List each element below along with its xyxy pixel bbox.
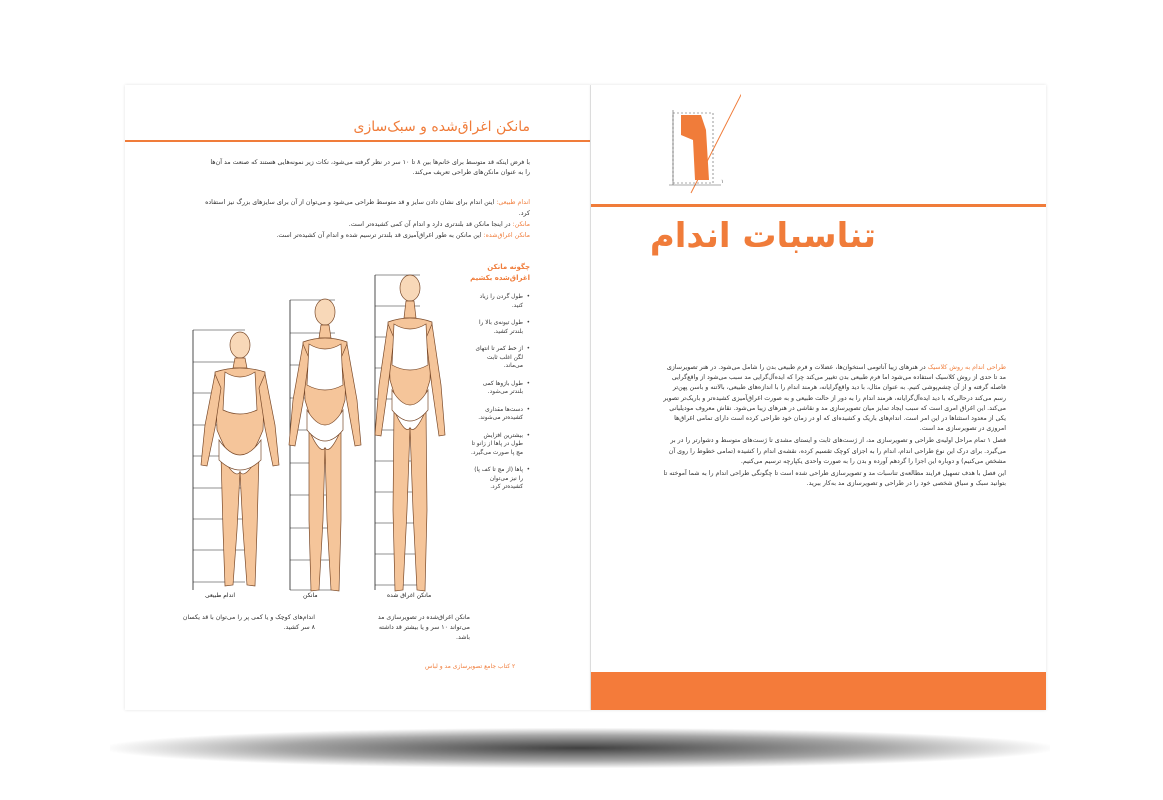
definition-mannequin xyxy=(200,219,530,230)
step-item: • طول تیونه‌ی بالا را بلندتر کشید. xyxy=(470,319,530,336)
book-shadow xyxy=(110,728,1050,768)
left-page xyxy=(125,85,591,710)
definition-term: مانکن: xyxy=(512,221,530,228)
figure-mannequin xyxy=(289,299,361,591)
chapter-title: تناسبات اندام xyxy=(649,216,876,256)
right-page xyxy=(591,85,1046,710)
chapter-number: ۱ xyxy=(721,179,724,185)
intro-paragraph: با فرض اینکه قد متوسط برای خانم‌ها بین ۸ تا ۱۰ سر در نظر گرفته می‌شود، نکات زیر نمونه‌هایی هستند که صنعت مد آن‌ها را به عنوان مانکن‌های طراحی تعریف می‌کند. xyxy=(210,159,530,176)
step-item: • طول بازوها کمی بلندتر می‌شود. xyxy=(470,380,530,397)
definition-natural xyxy=(200,197,530,219)
definition-term: مانکن اغراق‌شده: xyxy=(483,232,530,239)
step-item: • دست‌ها مقداری کشیده‌تر می‌شوند. xyxy=(470,406,530,423)
figure-label-natural: اندام طبیعی xyxy=(205,592,236,599)
step-item: • از خط کمر تا انتهای لگن اغلب ثابت می‌ماند. xyxy=(470,345,530,371)
definition-term: اندام طبیعی: xyxy=(496,199,530,206)
step-item: • بیشترین افزایش طول در پاها از زانو تا مچ پا صورت می‌گیرد. xyxy=(470,432,530,458)
definition-text: این مانکن به طور اغراق‌آمیزی قد بلندتر ترسیم شده و اندام آن کشیده‌تر است. xyxy=(276,232,484,239)
steps-title: چگونه مانکن اغراق‌شده بکشیم xyxy=(470,263,530,282)
body-paragraph: این فصل با هدف تسهیل فرایند مطالعه‌ی تناسبات مد و تصویرسازی طراحی شده است تا چگونگی طراحی اندام را به شما آموخته تا بتوانید سبک و سیاق شخصی خود را در طراحی و تصویرسازی مد به‌کار ببرید. xyxy=(663,470,1006,488)
figure-exaggerated xyxy=(375,275,445,591)
caption-natural: اندام‌های کوچک و یا کمی پر را می‌توان با قد یکسان ۸ سر کشید. xyxy=(182,614,315,631)
proportion-figures-illustration xyxy=(185,260,525,650)
body-paragraph: فصل ۱ تمام مراحل اولیه‌ی طراحی و تصویرسازی مد، از ژست‌های ثابت و ایستای مشدی تا ژست‌های متوسط و دشوارتر را در بر می‌گیرد. برای درک این نوع طراحی اندام، اندام را به اجزای کوچک تقسیم کرده، نقشه‌ی اندام را کشیده (تمامی خطوط را روی آن مشخص می‌کنیم) و دوباره این اجزا را گردهم آورده و بدن را به صورت واحدی یکپارچه ترسیم می‌کنیم. xyxy=(668,437,1006,465)
definition-text: در اینجا مانکن قد بلندتری دارد و اندام آن کمی کشیده‌تر است. xyxy=(348,221,513,228)
definition-text: اینن اندام برای نشان دادن سایز و قد متوسط طراحی می‌شود و می‌توان از آن برای سایزهای بزرگ نیز استفاده کرد. xyxy=(205,199,530,217)
section-title: مانکن اغراق‌شده و سبک‌سازی xyxy=(353,119,530,135)
figure-label-mannequin: مانکن xyxy=(303,592,318,599)
caption-exaggerated: مانکن اغراق‌شده در تصویرسازی مد می‌تواند ۱۰ سر و یا بیشتر قد داشته باشد. xyxy=(377,614,470,641)
definitions xyxy=(200,197,530,241)
body-text: در هنرهای زیبا آناتومی استخوان‌ها، عضلات و فرم طبیعی بدن را شامل می‌شود. در هنر تصویرسازی مد تا حدی از روش کلاسیک استفاده می‌شود اما فرم طبیعی بدن تغییر می‌کند چرا که ایده‌آل‌گرایی مد سبب می‌شود از واقع‌گرایی فاصله گرفته و از آن چشم‌پوشی کنیم. به عنوان مثال، با دید واقع‌گرایانه، هرمند اندام را با اندازه‌های طبیعی، بالاتنه و باسن پهن‌تر رسم می‌کند درحالی‌که با دید ایده‌آل‌گرایانه، هرمند اندام را به دور از حالت طبیعی و به صورت اغراق‌آمیزی کشیده‌تر و باریک‌تر تصویر می‌کند. این اغراق امری است که سبب ایجاد تمایز میان تصویرسازی مد و نقاشی در هنرهای زیبا می‌شود. نقاش معروف مودیلیانی یکی از معدود استثناها در این امر است. اندام‌های باریک و کشیده‌ای که او در زمان خود طراحی کرده است دارای تمامی اغراق‌ها امروزی در تصویرسازی مد است. xyxy=(663,364,1006,433)
chapter-body xyxy=(661,363,1006,491)
lead-phrase: طراحی اندام به روش کلاسیک xyxy=(927,364,1006,371)
figure-natural xyxy=(201,332,279,586)
definition-exaggerated xyxy=(200,230,530,241)
step-item: • طول گردن را زیاد کنید. xyxy=(470,293,530,310)
body-paragraph xyxy=(661,363,1006,434)
chapter-number-graphic xyxy=(651,85,741,195)
chapter-rule xyxy=(591,204,1046,207)
page-footer: ۲ کتاب جامع تصویرسازی مد و لباس xyxy=(425,663,516,670)
step-item: • پاها (از مچ تا کف پا) را نیز می‌توان کشیده‌تر کرد. xyxy=(470,466,530,492)
figure-label-exaggerated: مانکن اغراق شده xyxy=(387,592,432,599)
footer-color-band xyxy=(591,672,1046,710)
title-rule xyxy=(125,140,590,142)
